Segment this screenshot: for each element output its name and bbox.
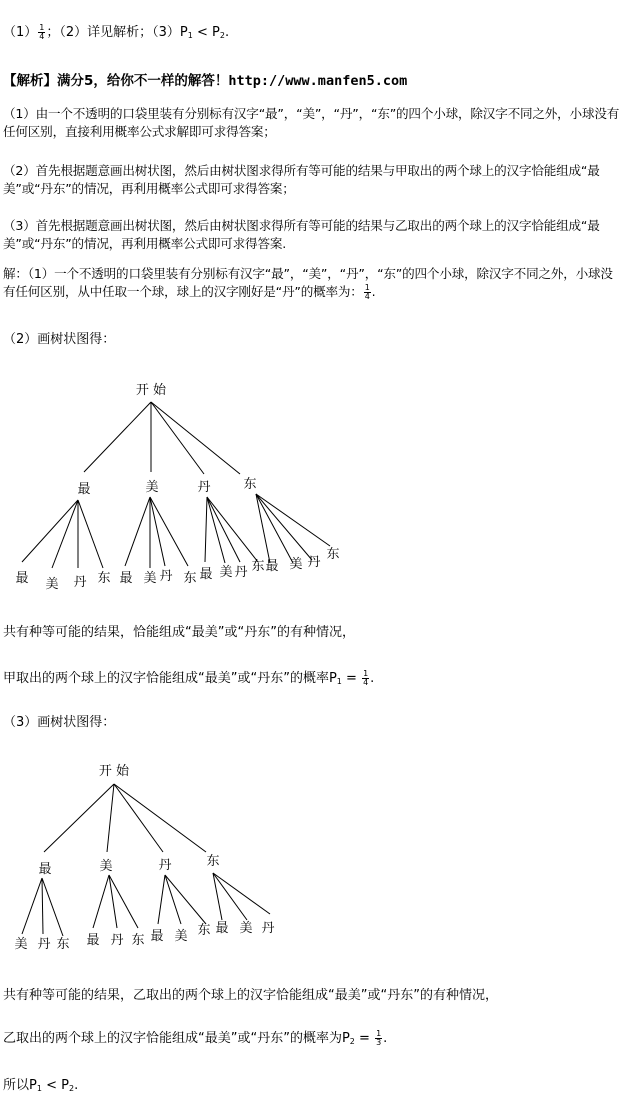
tree2-branch-2-2 (165, 875, 206, 924)
part3-probability: 乙取出的两个球上的汉字恰能组成“最美”或“丹东”的概率为$P_2$ = $\frac{1}{3}$ . (3, 1029, 388, 1047)
tree1-leaf-1-1: 美 (143, 571, 157, 586)
tree2-leaf-1-1: 丹 (110, 933, 124, 948)
tree2-branch-0-1 (42, 878, 43, 934)
tree1-leaf-2-3: 东 (251, 559, 265, 574)
tree2-branch-2-1 (165, 875, 181, 924)
part2-fraction: $\frac{1}{4}$ (363, 669, 369, 687)
tree1-branch-0 (84, 402, 151, 472)
tree2-leaf-1-0: 最 (86, 933, 100, 948)
tree2-branch-3-2 (213, 873, 270, 914)
analysis-header (3, 72, 407, 90)
tree2-leaf-0-1: 丹 (37, 937, 51, 952)
tree2-branch-0 (44, 784, 114, 852)
site-link[interactable]: http://www.manfen5.com (228, 73, 408, 89)
tree1-branch-0-3 (78, 500, 103, 568)
tree2-branch-1 (107, 784, 114, 852)
answer-line: （1） $\frac{1}{4}$ ；（2）详见解析；$(3)P_1 < P_2$. (3, 23, 230, 41)
tree1-leaf-3-1: 美 (289, 557, 303, 572)
tree2-root: 开 始 (98, 764, 130, 779)
answer-p1: P (179, 25, 188, 40)
tree1-leaf-3-0: 最 (265, 559, 279, 574)
tree1-leaf-0-0: 最 (15, 571, 29, 586)
tree2-branch-2 (114, 784, 163, 852)
answer-part2: ；（2）详见解析；（3） (46, 25, 180, 40)
tree2-leaf-2-1: 美 (174, 929, 188, 944)
solution-part1: 解：（1）一个不透明的口袋里装有分别标有汉字“最”，“美”，“丹”，“东”的四个小球，除汉字不同之外，小球没有任何区别，从中任取一个球，球上的汉字刚好是“丹”的概率为： $\frac{1}{4}$ . (3, 266, 613, 301)
conclusion: 所以$P_1 < P_2$. (3, 1078, 79, 1093)
part3-fraction: $\frac{1}{3}$ (376, 1029, 382, 1047)
hint-2: （2）首先根据题意画出树状图，然后由树状图求得所有等可能的结果与甲取出的两个球上的汉字恰能组成“最美”或“丹东”的情况，再利用概率公式即可求得答案； (3, 163, 600, 196)
tree1-leaf-3-3: 东 (326, 547, 340, 562)
tree2-leaf-3-2: 丹 (261, 921, 275, 936)
tree1-node-3: 东 (243, 477, 257, 492)
part3-heading: （3）画树状图得： (3, 715, 116, 730)
tree1-node-0: 最 (77, 482, 91, 497)
tree1-leaf-2-0: 最 (199, 567, 213, 582)
answer-part1-fraction: $\frac{1}{4}$ (39, 23, 45, 41)
tree2-leaf-0-2: 东 (56, 937, 70, 952)
tree2-branch-3 (114, 784, 206, 852)
part2-result: 共有种等可能的结果，恰能组成“最美”或“丹东”的有种情况， (3, 625, 355, 640)
tree1-leaf-3-2: 丹 (307, 555, 321, 570)
tree2-leaf-2-0: 最 (150, 929, 164, 944)
tree2-branch-0-2 (42, 878, 63, 936)
tree-diagram-2 (0, 752, 630, 962)
tree1-branch-0-0 (22, 500, 78, 562)
tree1-branch-3-0 (256, 494, 270, 563)
answer-part1-label: （1） (3, 25, 38, 40)
part3-result: 共有种等可能的结果，乙取出的两个球上的汉字恰能组成“最美”或“丹东”的有种情况， (3, 988, 498, 1003)
tree2-node-3: 东 (206, 854, 220, 869)
tree2-leaf-3-1: 美 (239, 921, 253, 936)
tree2-branch-0-0 (22, 878, 42, 934)
answer-p2: P (212, 25, 220, 40)
tree1-branch-2-3 (207, 497, 258, 562)
solution-part1-fraction: $\frac{1}{4}$ (364, 283, 370, 301)
part2-probability: 甲取出的两个球上的汉字恰能组成“最美”或“丹东”的概率$P_1$ = $\frac{1}{4}$ . (3, 669, 375, 687)
hint-3: （3）首先根据题意画出树状图，然后由树状图求得所有等可能的结果与乙取出的两个球上的汉字恰能组成“最美”或“丹东”的情况，再利用概率公式即可求得答案. (3, 218, 600, 251)
tree1-branch-1-3 (150, 497, 188, 566)
analysis-label: 【解析】满分5，给你不一样的解答！ (3, 73, 229, 89)
tree2-branch-2-0 (158, 875, 165, 924)
tree2-leaf-3-0: 最 (215, 921, 229, 936)
tree2-node-0: 最 (38, 862, 52, 877)
tree2-leaf-2-2: 东 (197, 923, 211, 938)
tree1-branch-2-2 (207, 497, 240, 562)
tree2-node-2: 丹 (158, 858, 172, 873)
hint-1: （1）由一个不透明的口袋里装有分别标有汉字“最”，“美”，“丹”，“东”的四个小球，除汉字不同之外，小球没有任何区别，直接利用概率公式求解即可求得答案； (3, 106, 620, 139)
tree1-leaf-2-1: 美 (219, 565, 233, 580)
tree1-leaf-0-1: 美 (45, 577, 59, 592)
part2-heading: （2）画树状图得： (3, 332, 116, 347)
tree1-leaf-0-3: 东 (97, 571, 111, 586)
tree1-leaf-0-2: 丹 (73, 575, 87, 590)
tree-diagram-1 (0, 370, 630, 610)
tree1-leaf-1-3: 东 (183, 571, 197, 586)
tree2-node-1: 美 (99, 859, 113, 874)
tree2-leaf-1-2: 东 (131, 933, 145, 948)
tree1-branch-3-1 (256, 494, 293, 563)
tree1-leaf-1-2: 丹 (159, 569, 173, 584)
tree1-node-2: 丹 (197, 480, 211, 495)
tree2-branch-3-1 (213, 873, 247, 920)
tree1-branch-2-1 (207, 497, 225, 563)
tree1-branch-2-0 (205, 497, 207, 562)
tree1-branch-0-1 (52, 500, 78, 568)
tree1-leaf-1-0: 最 (119, 571, 133, 586)
tree1-leaf-2-2: 丹 (234, 565, 248, 580)
tree1-branch-1-0 (125, 497, 150, 566)
tree1-root: 开 始 (135, 383, 167, 398)
tree1-node-1: 美 (145, 480, 159, 495)
tree2-branch-1-0 (93, 875, 109, 928)
tree2-leaf-0-0: 美 (14, 937, 28, 952)
tree1-branch-1-2 (150, 497, 165, 566)
